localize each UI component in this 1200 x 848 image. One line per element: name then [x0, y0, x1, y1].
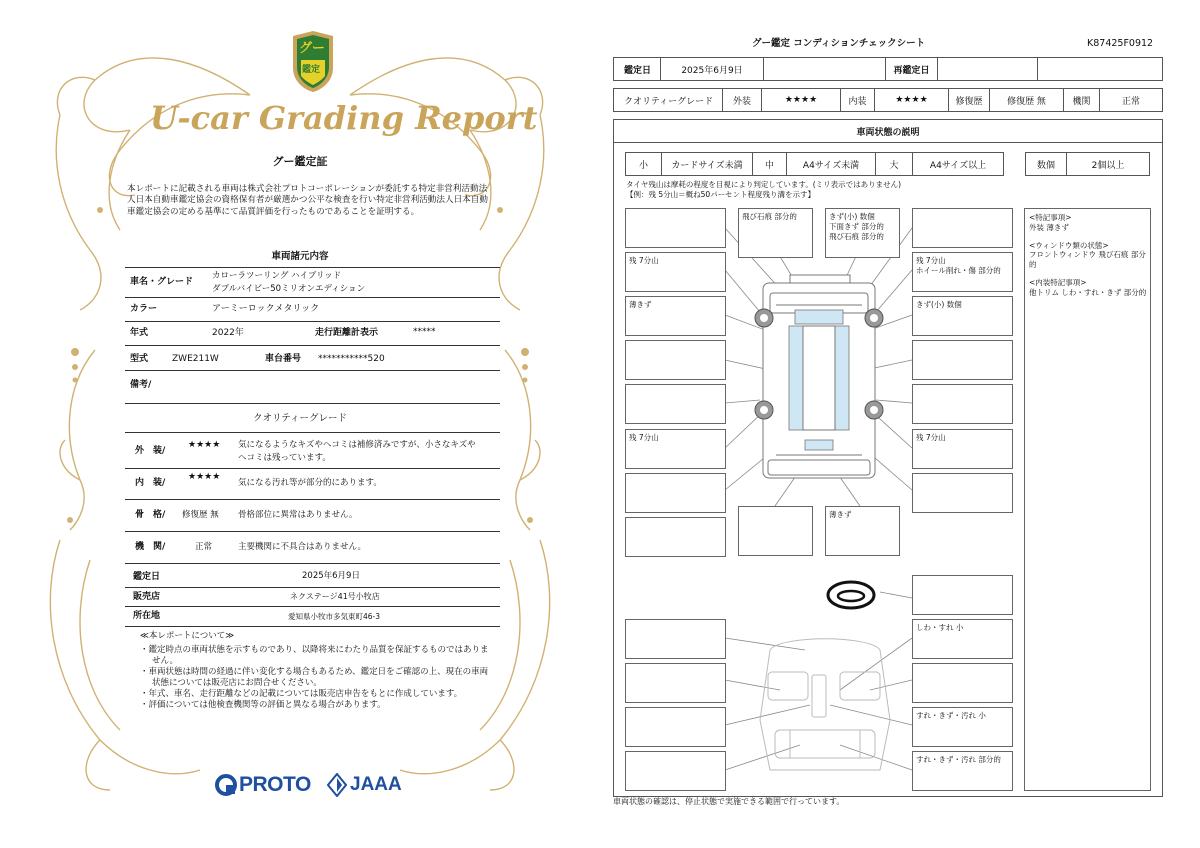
panel-interior-left-2	[625, 663, 726, 703]
engine-desc: 主要機関に不具合はありません。	[238, 542, 367, 552]
panel-right-door-front	[912, 340, 1013, 380]
count-label: 数個	[1036, 160, 1055, 171]
steering-wheel-icon	[828, 582, 874, 608]
special-value: 外装 薄きず	[1029, 222, 1069, 232]
exterior-desc2: ヘコミは残っています。	[238, 453, 331, 463]
panel-right-fender	[912, 296, 1013, 336]
size-small: 小	[638, 160, 648, 171]
mileage-label: 走行距離計表示	[315, 328, 379, 338]
panel-front-left-tire	[625, 252, 726, 292]
special-title: <特記事項>	[1029, 213, 1072, 222]
reappraisal-label: 再鑑定日	[893, 65, 930, 76]
frame-value: 修復歴 無	[182, 510, 219, 520]
panel-steering	[912, 575, 1013, 615]
panel-interior-right-1	[912, 619, 1013, 659]
quality-title: クオリティーグレード	[252, 413, 348, 424]
panel-rear-left-bottom	[625, 517, 726, 557]
window-title: <ウィンドウ類の状態>	[1029, 240, 1109, 250]
tire-note-2: 【例：残 5分山＝概ね50パーセント程度残り溝を示す】	[626, 190, 816, 199]
year-value: 2022年	[212, 328, 244, 338]
size-large: 大	[889, 160, 899, 171]
repair-label: 修復歴	[955, 96, 983, 107]
panel-right-door-rear	[912, 384, 1013, 424]
interior-special-title: <内装特記事項>	[1029, 277, 1087, 287]
panel-rear-center-right	[825, 506, 900, 556]
about-item: ・年式、車名、走行距離などの記載については販売店申告をもとに作成しています。	[140, 689, 463, 700]
panel-interior-right-3	[912, 707, 1013, 747]
panel-text: きず(小) 数個 下面きず 部分的 飛び石痕 部分的	[829, 212, 884, 241]
panel-text: 薄きず	[629, 300, 652, 309]
certificate-title: グー鑑定証	[272, 155, 328, 168]
tire-note-1: タイヤ残山は摩耗の程度を目視により判定しています。(ミリ表示ではありません)	[626, 180, 902, 189]
proto-logo-text: PROTO	[239, 773, 311, 796]
interior-desc: 気になる汚れ等が部分的にあります。	[238, 478, 382, 488]
mileage-value: *****	[413, 327, 436, 337]
location-value: 愛知県小牧市多気東町46-3	[288, 612, 381, 621]
engine-label: 機関	[1072, 96, 1091, 107]
exterior-stars: ★★★★	[188, 440, 221, 450]
panel-text: すれ・きず・汚れ 部分的	[916, 755, 1001, 764]
panel-text: しわ・すれ 小	[916, 623, 964, 632]
date-value: 2025年6月9日	[681, 65, 743, 76]
date-label: 鑑定日	[624, 65, 652, 76]
shop-label: 販売店	[133, 592, 161, 602]
panel-interior-left-1	[625, 619, 726, 659]
frame-desc: 骨格部位に異常はありません。	[238, 510, 358, 520]
model-label: 型式	[130, 354, 149, 364]
panel-text: 飛び石痕 部分的	[742, 212, 797, 221]
engine-value: 正常	[195, 542, 213, 552]
size-mid-desc: A4サイズ未満	[802, 160, 860, 171]
panel-text: 残 7分山	[629, 256, 659, 265]
spec-title: 車両諸元内容	[271, 251, 329, 262]
about-item: ・車両状態は時間の経過に伴い変化する場合もあるため、鑑定日をご確認の上、現在の車両状態については販売店にお問合せください。	[140, 667, 489, 689]
panel-front-right-top	[912, 208, 1013, 248]
panel-rear-left-tire	[625, 429, 726, 469]
size-large-desc: A4サイズ以上	[929, 160, 987, 171]
engine-value: 正常	[1121, 96, 1140, 107]
panel-rear-right-tire	[912, 429, 1013, 469]
panel-front-left-top	[625, 208, 726, 248]
year-label: 年式	[130, 328, 149, 338]
state-title: 車両状態の説明	[856, 127, 920, 138]
exterior-desc1: 気になるようなキズやヘコミは補修済みですが、小さなキズや	[238, 440, 476, 450]
engine-label: 機 関/	[135, 542, 166, 552]
name-line1: カローラツーリング ハイブリッド	[212, 271, 342, 281]
chassis-value: ***********520	[318, 354, 385, 364]
date-value: 2025年6月9日	[302, 571, 360, 581]
panel-text: 薄きず	[829, 510, 852, 519]
panel-interior-left-4	[625, 751, 726, 791]
panel-interior-right-2	[912, 663, 1013, 703]
frame-label: 骨 格/	[135, 510, 166, 520]
location-label: 所在地	[133, 611, 161, 621]
panel-left-fender	[625, 296, 726, 336]
panel-left-door-rear	[625, 384, 726, 424]
panel-interior-right-4	[912, 751, 1013, 791]
date-label: 鑑定日	[133, 572, 161, 582]
badge-top-text: グー	[299, 41, 326, 56]
repair-value: 修復歴 無	[1007, 96, 1046, 107]
footer-note: 車両状態の確認は、停止状態で実施できる範囲で行っています。	[613, 797, 845, 806]
sheet-id: K87425F0912	[1087, 38, 1154, 49]
notes-label: 備考/	[130, 380, 152, 390]
about-title: ≪本レポートについて≫	[140, 631, 235, 641]
color-label: カラー	[130, 304, 158, 314]
panel-text: 残 7分山 ホイール削れ・傷 部分的	[916, 256, 1001, 275]
count-value: 2個以上	[1091, 160, 1125, 171]
size-small-desc: カードサイズ未満	[671, 160, 743, 171]
panel-front-right-tire	[912, 252, 1013, 292]
remarks-box	[1024, 208, 1151, 791]
jaaa-logo-text: JAAA	[350, 774, 402, 795]
certificate-intro: 本レポートに記載される車両は株式会社プロトコーポレーションが委託する特定非営利活動法人日本自動車鑑定協会の資格保有者が厳選かつ公平な検査を行い特定非営利活動法人日本自動車鑑定協会の定める基準にて品質評価を行ったものであることを証明する。	[127, 184, 488, 217]
about-item: ・評価については他検査機関等の評価と異なる場合があります。	[140, 700, 386, 711]
badge-bottom-text: 鑑定	[302, 65, 321, 75]
panel-rear-right-quarter	[912, 473, 1013, 513]
name-label: 車名・グレード	[130, 277, 194, 287]
window-value: フロントウィンドウ 飛び石痕 部分的	[1029, 250, 1146, 269]
panel-left-door-front	[625, 340, 726, 380]
exterior-stars: ★★★★	[784, 95, 818, 105]
panel-front-chip	[738, 208, 813, 258]
panel-text: すれ・きず・汚れ 小	[916, 711, 986, 720]
interior-stars: ★★★★	[188, 472, 221, 482]
sheet-title: グー鑑定 コンディションチェックシート	[752, 38, 926, 49]
about-item: ・鑑定時点の車両状態を示すものであり、以降将来にわたり品質を保証するものではありません。	[140, 645, 489, 667]
panel-interior-left-3	[625, 707, 726, 747]
chassis-label: 車台番号	[265, 354, 302, 364]
color-value: アーミーロックメタリック	[212, 304, 320, 314]
size-mid: 中	[764, 160, 774, 171]
exterior-label: 外装	[732, 96, 751, 107]
panel-front-bumper	[825, 208, 900, 258]
quality-label: クオリティーグレード	[624, 96, 714, 107]
model-value: ZWE211W	[172, 354, 219, 364]
exterior-label: 外 装/	[135, 446, 166, 456]
panel-rear-center-left	[738, 506, 813, 556]
panel-text: きず(小) 数個	[916, 300, 962, 309]
interior-special-value: 他トリム しわ・すれ・きず 部分的	[1029, 287, 1147, 297]
remarks-content	[1029, 213, 1149, 297]
report-title: U-car Grading Report	[150, 99, 538, 137]
interior-label: 内装	[848, 96, 867, 107]
interior-stars: ★★★★	[895, 95, 928, 105]
panel-text: 残 7分山	[916, 433, 946, 442]
shop-value: ネクステージ41号小牧店	[290, 592, 380, 601]
name-line2: ダブルバイビー50ミリオンエディション	[212, 284, 366, 294]
interior-label: 内 装/	[135, 478, 166, 488]
panel-rear-left-quarter	[625, 473, 726, 513]
panel-text: 残 7分山	[629, 433, 659, 442]
